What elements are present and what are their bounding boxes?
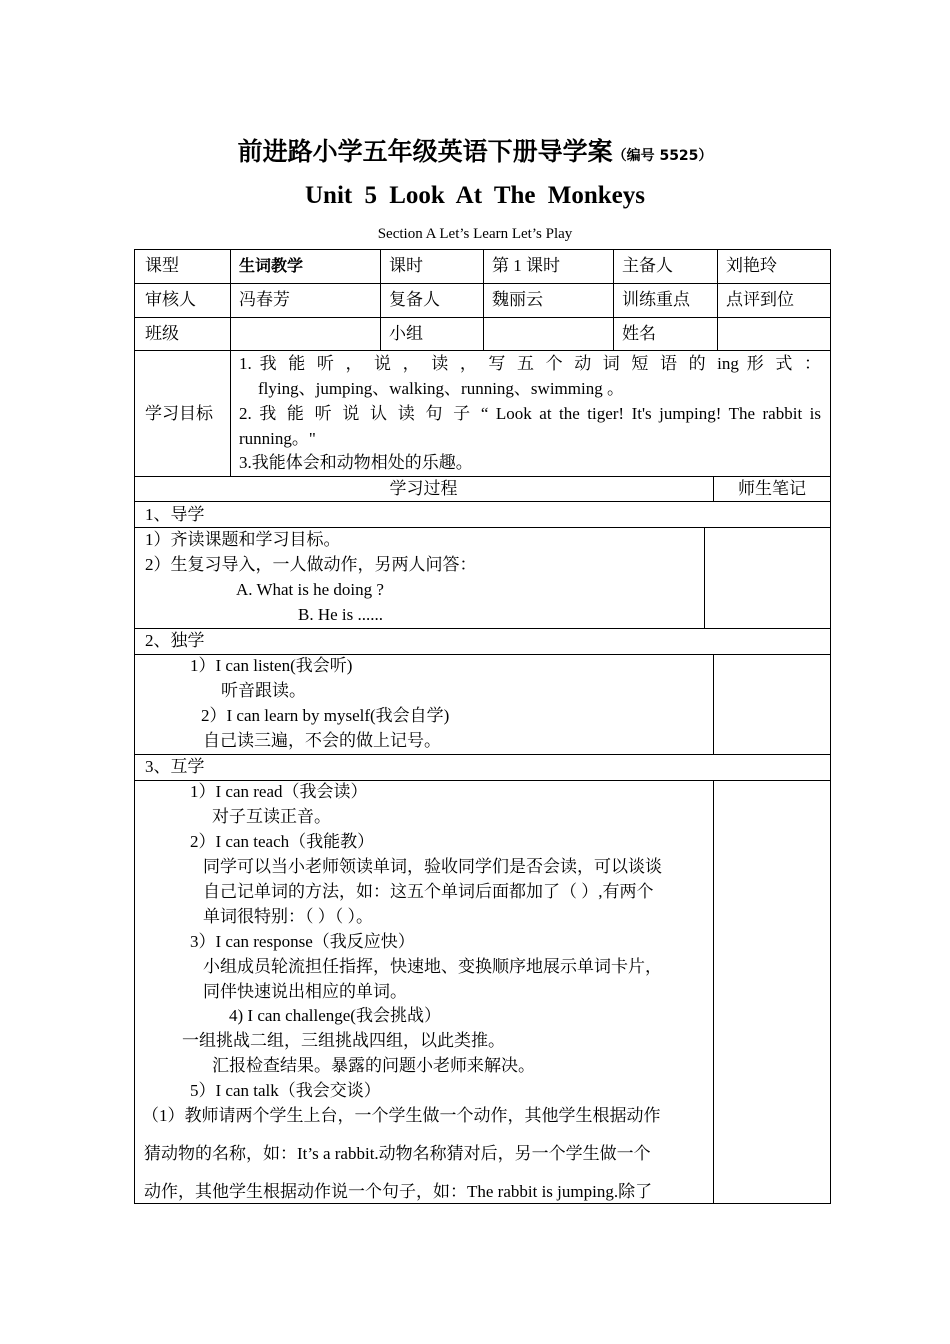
value-co-preparer: 魏丽云 [492,290,543,309]
value-lesson-type: 生词教学 [239,256,304,275]
s3-line-10: 4) I can challenge(我会挑战） [229,1006,441,1025]
goal-3: 3.我能体会和动物相处的乐趣。 [239,453,473,472]
s3-line-6: 单词很特别：（ ）（ ）。 [203,907,373,926]
label-class: 班级 [145,324,179,343]
s3-line-14: （1）教师请两个学生上台，一个学生做一个动作，其他学生根据动作 [142,1106,661,1125]
section-2-title: 2、独学 [145,631,205,650]
col-divider [380,249,381,350]
row-divider [134,350,831,351]
row-divider [134,527,831,528]
row-divider [134,628,831,629]
s3-line-7: 3）I can response（我反应快） [190,932,415,951]
label-name: 姓名 [622,324,656,343]
s3-line-1: 1）I can read（我会读） [190,782,368,801]
notes-header: 师生笔记 [738,479,806,498]
s3-line-15: 猜动物的名称，如：It’s a rabbit.动物名称猜对后，另一个学生做一个 [144,1144,651,1163]
s3-line-2: 对子互读正音。 [212,807,331,826]
s3-line-11: 一组挑战二组，三组挑战四组，以此类推。 [182,1031,505,1050]
unit-title: Unit 5 Look At The Monkeys [304,182,645,209]
s1-line-1: 1）齐读课题和学习目标。 [145,530,341,549]
s3-line-4: 同学可以当小老师领读单词，验收同学们是否会读，可以谈谈 [203,857,662,876]
s1-line-2: 2）生复习导入，一人做动作，另两人问答： [145,555,477,574]
s1-line-4: B. He is ...... [298,605,383,624]
value-author: 刘艳玲 [726,256,777,275]
s2-line-4: 自己读三遍，不会的做上记号。 [203,731,441,750]
col-divider [713,780,714,1204]
s3-line-5: 自己记单词的方法，如：这五个单词后面都加了（ ）,有两个 [203,882,654,901]
value-period: 第 1 课时 [492,256,560,275]
s3-line-3: 2）I can teach（我能教） [190,832,375,851]
label-period: 课时 [389,256,423,275]
s2-line-2: 听音跟读。 [221,681,306,700]
col-divider [713,654,714,754]
title-code: （编号 5525） [612,148,713,164]
row-divider [134,654,831,655]
section-title: Section A Let’s Learn Let’s Play [377,226,573,242]
section-3-title: 3、互学 [145,757,205,776]
row-divider [134,754,831,755]
label-reviewer: 审核人 [145,290,196,309]
s3-line-12: 汇报检查结果。暴露的问题小老师来解决。 [212,1056,535,1075]
row-divider [134,501,831,502]
label-focus: 训练重点 [622,290,690,309]
s3-line-8: 小组成员轮流担任指挥，快速地、变换顺序地展示单词卡片， [203,957,662,976]
value-reviewer: 冯春芳 [239,290,290,309]
col-divider [230,249,231,476]
label-author: 主备人 [622,256,673,275]
label-co-preparer: 复备人 [389,290,440,309]
goal-1-cont: flying、jumping、walking、running、swimming 。 [258,379,624,398]
row-divider [134,476,831,477]
col-divider [717,249,718,350]
row-divider [134,780,831,781]
s3-line-9: 同伴快速说出相应的单词。 [203,982,407,1001]
s3-line-13: 5）I can talk（我会交谈） [190,1081,381,1100]
title-text: 前进路小学五年级英语下册导学案 [237,137,613,166]
label-group: 小组 [389,324,423,343]
col-divider [613,249,614,350]
goal-1: 1. 我 能 听 ， 说 ， 读 ， 写 五 个 动 词 短 语 的 ing 形 式 ： [239,354,821,373]
goal-2-cont: running。" [239,429,316,448]
s1-line-3: A. What is he doing ? [236,580,384,599]
label-lesson-type: 课型 [145,256,179,275]
col-divider [483,249,484,350]
goal-2: 2. 我 能 听 说 认 读 句 子 “ Look at the tiger! It's jumping! The rabbit is [239,404,821,423]
s3-line-16: 动作，其他学生根据动作说一个句子，如：The rabbit is jumping.除了 [144,1182,653,1201]
s2-line-3: 2）I can learn by myself(我会自学) [201,706,450,725]
process-header: 学习过程 [389,479,458,498]
section-1-title: 1、导学 [145,505,205,524]
value-focus: 点评到位 [726,290,794,309]
s2-line-1: 1）I can listen(我会听) [190,656,353,675]
label-goals: 学习目标 [145,404,213,423]
col-divider [704,527,705,628]
document-title [0,132,950,168]
